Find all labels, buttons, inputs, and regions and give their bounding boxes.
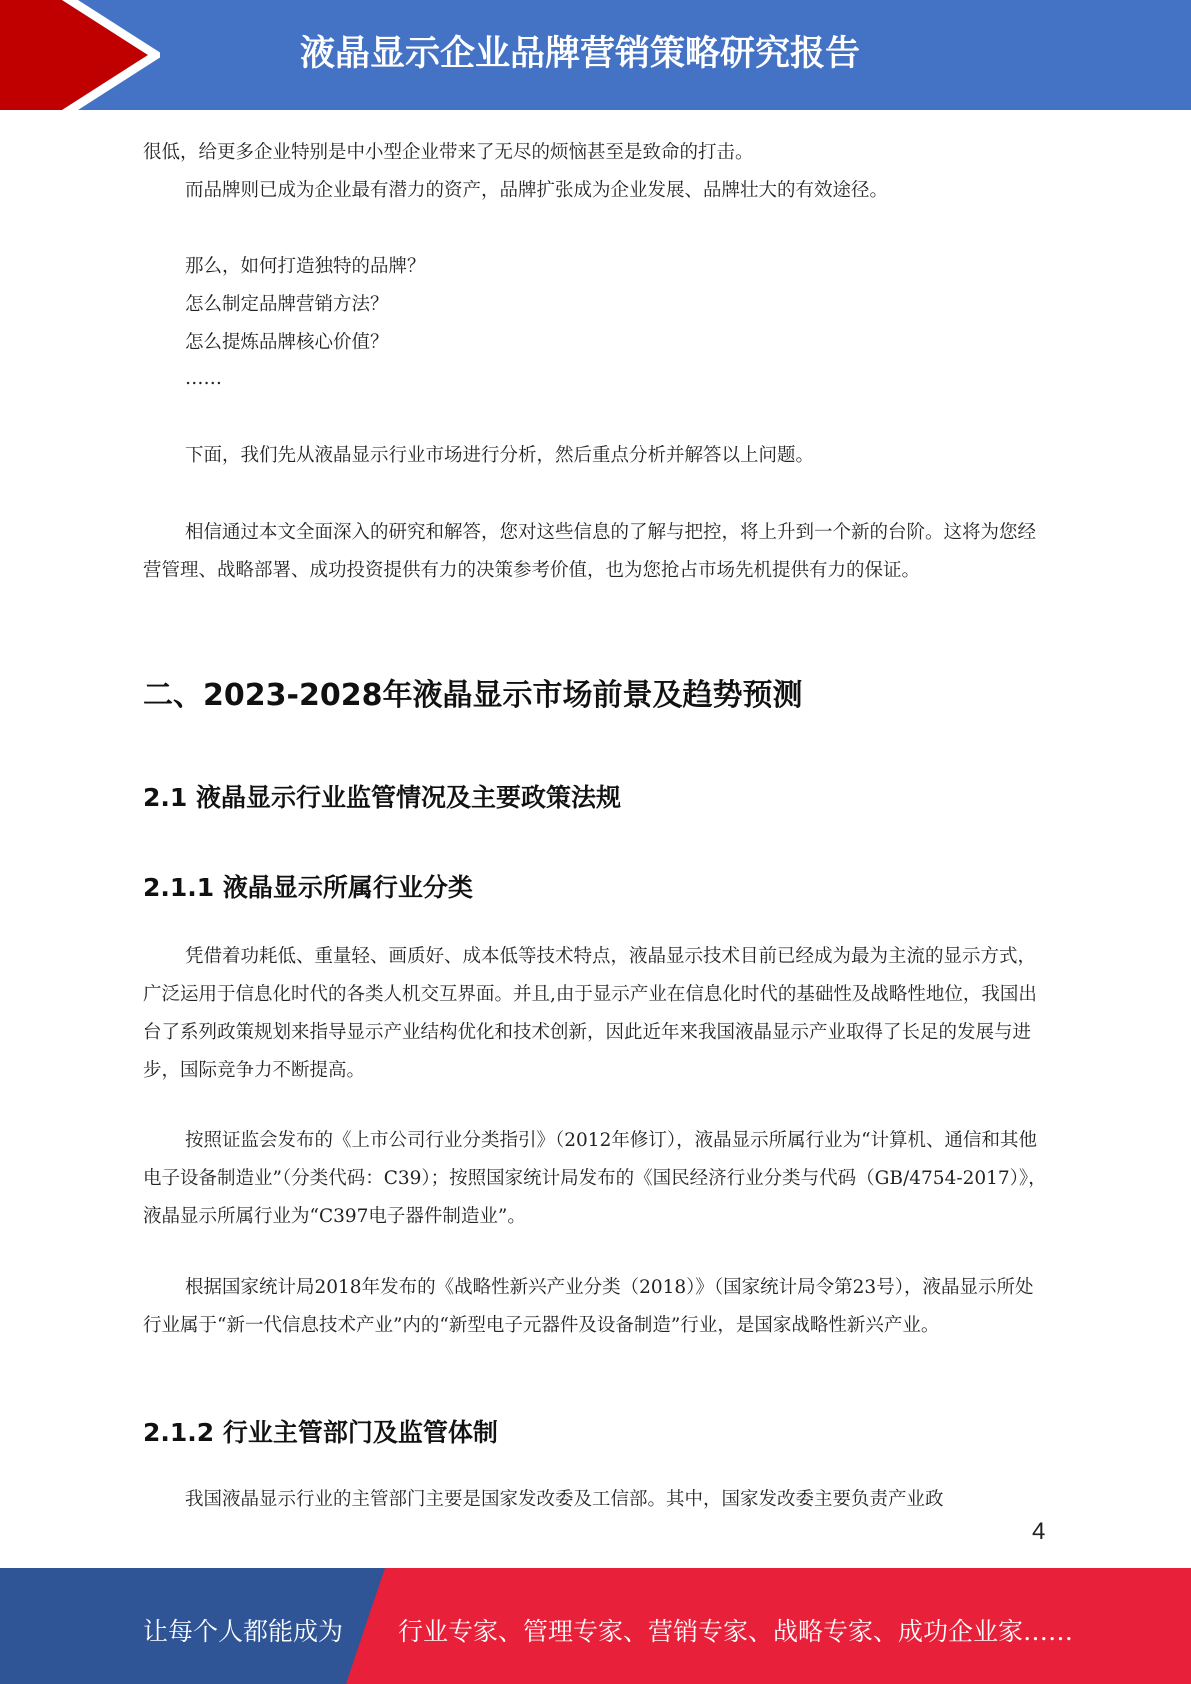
footer-slogan-right: 行业专家、管理专家、营销专家、战略专家、成功企业家…… xyxy=(398,1617,1074,1646)
paragraph-regulatory-dept: 我国液晶显示行业的主管部门主要是国家发改委及工信部。其中，国家发改委主要负责产业政 xyxy=(185,1489,944,1510)
paragraph-believe: 相信通过本文全面深入的研究和解答，您对这些信息的了解与把控，将上升到一个新的台阶。这将为您经营管理、战略部署、成功投资提供有力的决策参考价值，也为您抢占市场先机提供有力的保证。 xyxy=(143,522,1037,581)
section-heading-2: 二、2023-2028年液晶显示市场前景及趋势预测 xyxy=(143,678,803,713)
footer-slogan-left: 让每个人都能成为 xyxy=(143,1617,344,1646)
subsection-heading-2-1-2: 2.1.2 行业主管部门及监管体制 xyxy=(143,1418,498,1447)
question-3: 怎么提炼品牌核心价值？ xyxy=(185,332,389,353)
paragraph-next-analysis: 下面，我们先从液晶显示行业市场进行分析，然后重点分析并解答以上问题。 xyxy=(185,445,815,466)
paragraph-intro-continuation: 很低，给更多企业特别是中小型企业带来了无尽的烦恼甚至是致命的打击。 xyxy=(143,142,754,163)
paragraph-tech-features: 凭借着功耗低、重量轻、画质好、成本低等技术特点，液晶显示技术目前已经成为最为主流的显示方式，广泛运用于信息化时代的各类人机交互界面。并且,由于显示产业在信息化时代的基础性及战略性地位，我国出台了系列政策规划来指导显示产业结构优化和技术创新，因此近年来我国液晶显示产业取得了长足的发展与进步，国际竞争力不断提高。 xyxy=(143,946,1037,1081)
paragraph-brand-asset: 而品牌则已成为企业最有潜力的资产，品牌扩张成为企业发展、品牌壮大的有效途径。 xyxy=(185,180,889,201)
question-ellipsis: …… xyxy=(185,368,222,389)
subsection-heading-2-1: 2.1 液晶显示行业监管情况及主要政策法规 xyxy=(143,783,621,812)
question-1: 那么，如何打造独特的品牌？ xyxy=(185,256,426,277)
subsection-heading-2-1-1: 2.1.1 液晶显示所属行业分类 xyxy=(143,873,473,902)
red-chevron-decoration xyxy=(0,0,160,110)
paragraph-stat-classification: 根据国家统计局2018年发布的《战略性新兴产业分类（2018）》（国家统计局令第23号），液晶显示所处行业属于“新一代信息技术产业”内的“新型电子元器件及设备制造”行业，是国家战略性新兴产业。 xyxy=(143,1277,1034,1336)
page-footer xyxy=(0,1568,1191,1684)
page-number: 4 xyxy=(1032,1518,1046,1545)
question-2: 怎么制定品牌营销方法？ xyxy=(185,294,389,315)
page-header xyxy=(0,0,1191,110)
paragraph-csrc-classification: 按照证监会发布的《上市公司行业分类指引》（2012年修订），液晶显示所属行业为“计算机、通信和其他电子设备制造业”（分类代码：C39）；按照国家统计局发布的《国民经济行业分类与代码（GB/4754-2017）》，液晶显示所属行业为“C397电子器件制造业”。 xyxy=(143,1130,1047,1227)
report-title: 液晶显示企业品牌营销策略研究报告 xyxy=(300,34,861,74)
